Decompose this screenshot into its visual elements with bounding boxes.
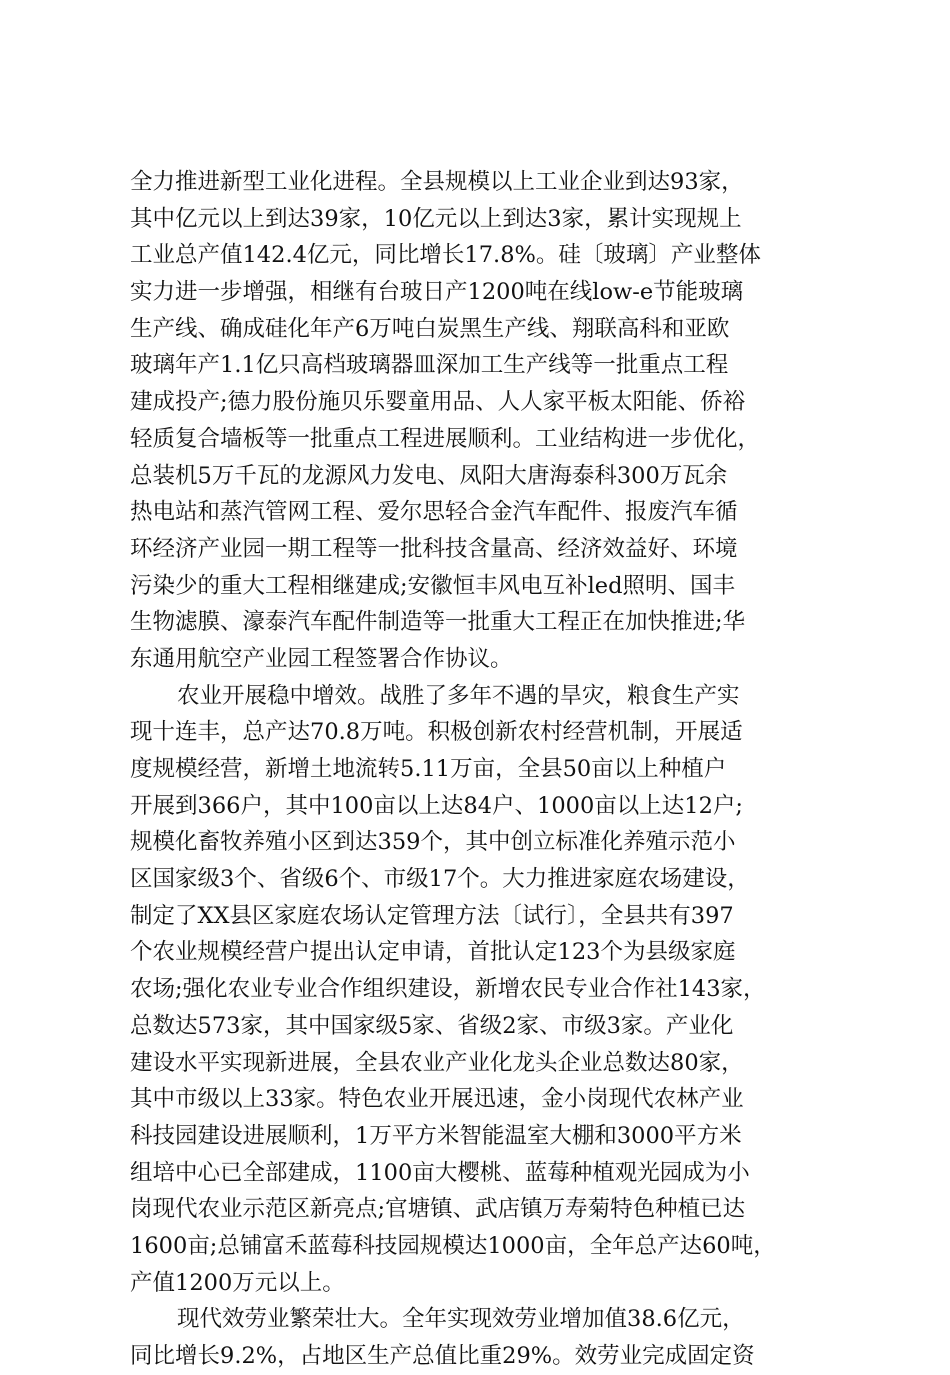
text-line: 产值1200万元以上。 bbox=[130, 1269, 345, 1296]
text-line: 污染少的重大工程相继建成;安徽恒丰风电互补led照明、国丰 bbox=[130, 572, 735, 599]
text-line: 工业总产值142.4亿元，同比增长17.8%。硅〔玻璃〕产业整体 bbox=[130, 242, 761, 269]
text-line: 实力进一步增强，相继有台玻日产1200吨在线low-e节能玻璃 bbox=[130, 279, 744, 306]
text-line: 区国家级3个、省级6个、市级17个。大力推进家庭农场建设， bbox=[130, 866, 750, 893]
text-line: 生产线、确成硅化年产6万吨白炭黑生产线、翔联高科和亚欧 bbox=[130, 315, 730, 342]
text-line: 岗现代农业示范区新亮点;官塘镇、武店镇万寿菊特色种植已达 bbox=[130, 1196, 746, 1223]
text-line: 总数达573家，其中国家级5家、省级2家、市级3家。产业化 bbox=[130, 1012, 734, 1039]
text-line: 东通用航空产业园工程签署合作协议。 bbox=[130, 645, 513, 672]
text-line: 建成投产;德力股份施贝乐婴童用品、人人家平板太阳能、侨裕 bbox=[130, 389, 746, 416]
text-line: 科技园建设进展顺利，1万平方米智能温室大棚和3000平方米 bbox=[130, 1122, 742, 1149]
paragraph bbox=[130, 164, 830, 678]
text-line: 开展到366户，其中100亩以上达84户、1000亩以上达12户; bbox=[130, 792, 743, 819]
text-line: 组培中心已全部建成，1100亩大樱桃、蓝莓种植观光园成为小 bbox=[130, 1159, 750, 1186]
document-body bbox=[130, 164, 830, 1375]
text-line: 农场;强化农业专业合作组织建设，新增农民专业合作社143家， bbox=[130, 976, 766, 1003]
text-line: 建设水平实现新进展，全县农业产业化龙头企业总数达80家， bbox=[130, 1049, 744, 1076]
text-line: 全力推进新型工业化进程。全县规模以上工业企业到达93家， bbox=[130, 169, 744, 195]
text-line: 1600亩;总铺富禾蓝莓科技园规模达1000亩，全年总产达60吨， bbox=[130, 1232, 776, 1259]
text-line: 同比增长9.2%，占地区生产总值比重29%。效劳业完成固定资 bbox=[130, 1343, 755, 1369]
text-line: 度规模经营，新增土地流转5.11万亩，全县50亩以上种植户 bbox=[130, 756, 727, 782]
text-line: 热电站和蒸汽管网工程、爱尔思轻合金汽车配件、报废汽车循 bbox=[130, 499, 738, 526]
text-line: 规模化畜牧养殖小区到达359个，其中创立标准化养殖示范小 bbox=[130, 829, 736, 856]
text-line: 现代效劳业繁荣壮大。全年实现效劳业增加值38.6亿元， bbox=[177, 1306, 745, 1333]
text-line: 制定了XX县区家庭农场认定管理方法〔试行〕，全县共有397 bbox=[130, 902, 734, 929]
text-line: 农业开展稳中增效。战胜了多年不遇的旱灾，粮食生产实 bbox=[177, 682, 740, 709]
text-line: 其中市级以上33家。特色农业开展迅速，金小岗现代农林产业 bbox=[130, 1086, 744, 1113]
text-line: 现十连丰，总产达70.8万吨。积极创新农村经营机制，开展适 bbox=[130, 719, 743, 746]
paragraph bbox=[130, 678, 830, 1302]
text-line: 轻质复合墙板等一批重点工程进展顺利。工业结构进一步优化， bbox=[130, 425, 761, 452]
paragraph bbox=[130, 1301, 830, 1374]
text-line: 总装机5万千瓦的龙源风力发电、凤阳大唐海泰科300万瓦余 bbox=[130, 462, 728, 489]
text-line: 个农业规模经营户提出认定申请，首批认定123个为县级家庭 bbox=[130, 939, 736, 966]
text-line: 玻璃年产1.1亿只高档玻璃器皿深加工生产线等一批重点工程 bbox=[130, 352, 729, 379]
text-line: 生物滤膜、濠泰汽车配件制造等一批重大工程正在加快推进;华 bbox=[130, 609, 746, 636]
text-line: 环经济产业园一期工程等一批科技含量高、经济效益好、环境 bbox=[130, 535, 738, 562]
text-line: 其中亿元以上到达39家，10亿元以上到达3家，累计实现规上 bbox=[130, 205, 742, 232]
